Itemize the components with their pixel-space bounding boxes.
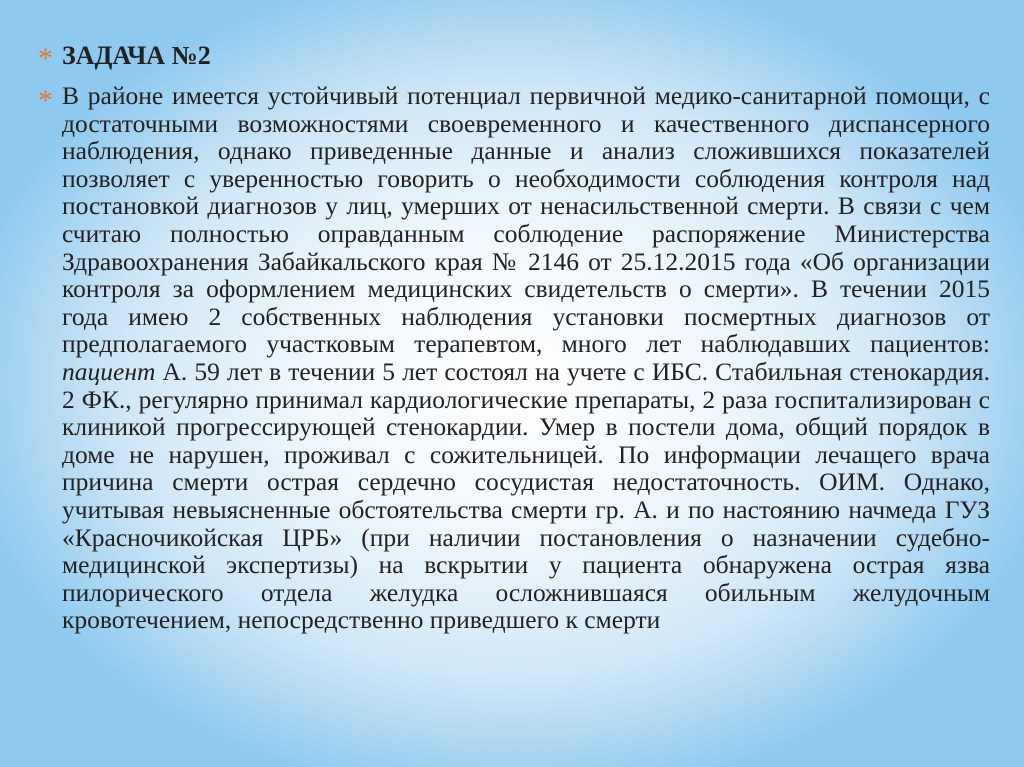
body-text-part1: В районе имеется устойчивый потенциал первичной медико-санитарной помощи, с достаточными возможностями своевременного и качественного диспансерного наблюдения, однако приведенные данные и анализ сложившихся показателей позволяет с уверенностью говорить о необходимости соблюдения контроля над постановкой диагнозов у лиц, умерших от ненасильственной смерти. В связи с чем считаю полностью оправданным соблюдение распоряжение Министерства Здравоохранения Забайкальского края № 2146 от 25.12.2015 года «Об организации контроля за оформлением медицинских свидетельств о смерти». В течении 2015 года имею 2 собственных наблюдения установки посмертных диагнозов от предполагаемого участковым терапевтом, много лет наблюдавших пациентов: [62,81,990,359]
asterisk-bullet-icon: * [38,84,53,117]
title-bullet-row [38,40,990,74]
body-text-emphasis: пациент [62,356,156,386]
body-text-part2: А. 59 лет в течении 5 лет состоял на учете с ИБС. Стабильная стенокардия. 2 ФК., регулярно принимал кардиологические препараты, 2 раза госпитализирован с клиникой прогрессирующей стенокардии. Умер в постели дома, общий порядок в доме не нарушен, проживал с сожительницей. По информации лечащего врача причина смерти острая сердечно сосудистая недостаточность. ОИМ. Однако, учитывая невыясненные обстоятельства смерти гр. А. и по настоянию начмеда ГУЗ «Красночикойская ЦРБ» (при наличии постановления о назначении судебно-медицинской экспертизы) на вскрытии у пациента обнаружена острая язва пилорического отдела желудка осложнившаяся обильным желудочным кровотечением, непосредственно приведшего к смерти [62,356,990,635]
slide-title: ЗАДАЧА №2 [62,41,211,70]
body-paragraph [62,82,990,634]
body-bullet-row [38,82,990,634]
asterisk-bullet-icon: * [38,42,53,75]
